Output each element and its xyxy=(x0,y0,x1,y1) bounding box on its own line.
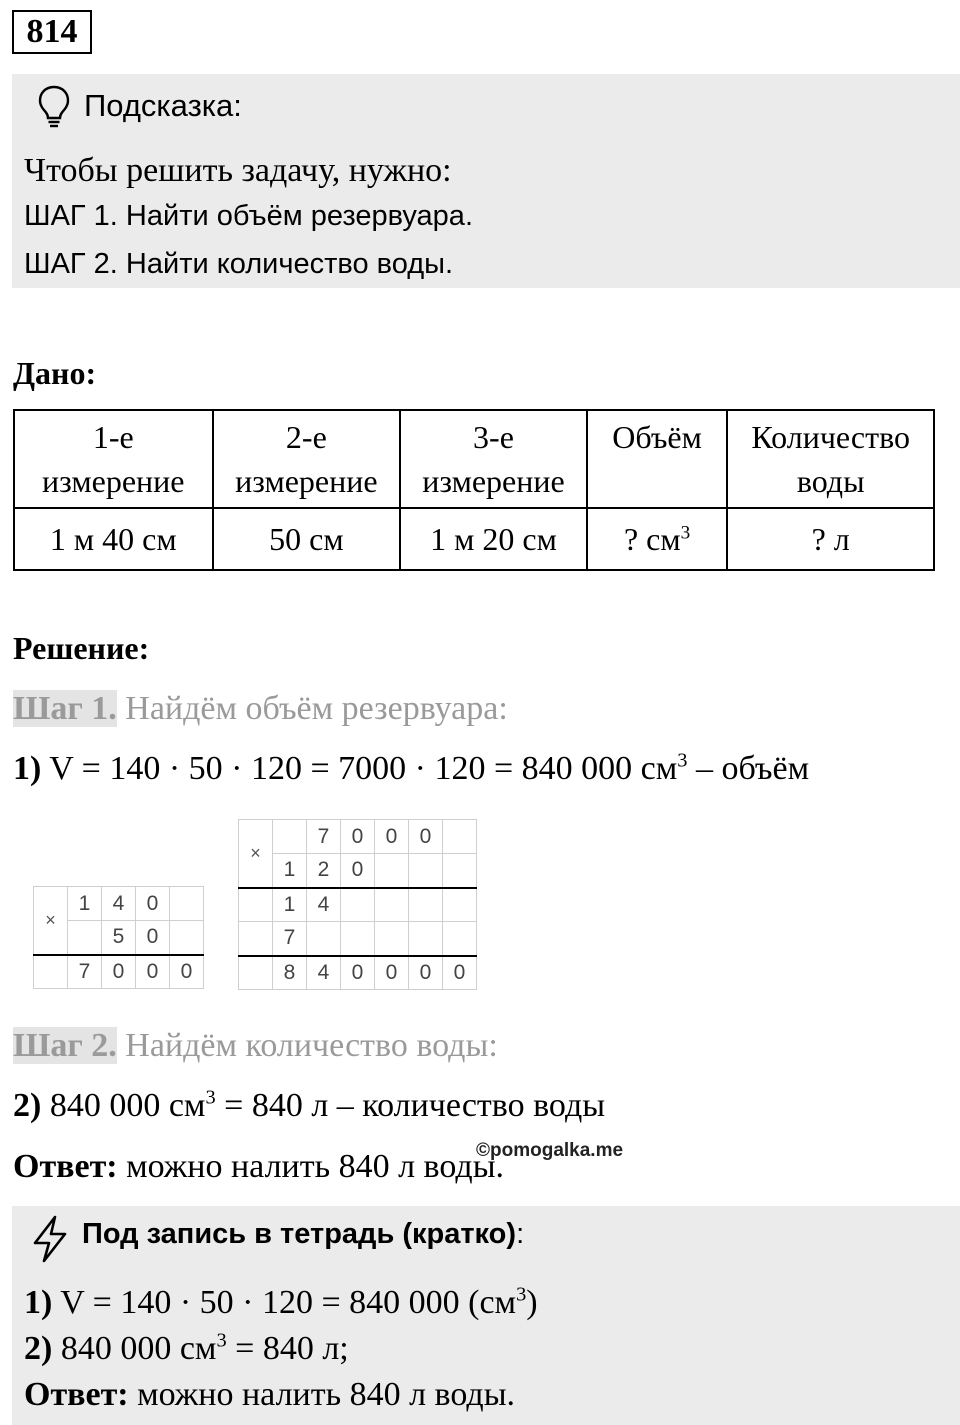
line-2-tail: = 840 л – количество воды xyxy=(215,1087,606,1124)
line-2-number: 2) xyxy=(13,1087,42,1124)
step-1-label: Шаг 1. xyxy=(13,690,117,727)
grid-cell: 2 xyxy=(307,854,341,888)
grid-cell: 5 xyxy=(102,921,136,955)
hint-step-2 xyxy=(24,248,453,281)
multiplication-7000-by-120 xyxy=(238,819,477,990)
answer-text: можно налить 840 л воды. xyxy=(117,1148,505,1185)
hint-panel xyxy=(12,74,960,288)
grid-cell xyxy=(409,854,443,888)
grid-cell: 7 xyxy=(273,922,307,956)
multiplication-140-by-50 xyxy=(33,886,204,989)
grid-cell xyxy=(170,887,204,921)
cell-text: 3-е xyxy=(473,419,514,455)
notebook-text: V = 140 · 50 · 120 = 840 000 (см xyxy=(52,1284,517,1321)
grid-cell xyxy=(34,955,68,989)
grid-cell: 0 xyxy=(136,955,170,989)
grid-cell xyxy=(443,854,477,888)
grid-cell: 0 xyxy=(170,955,204,989)
line-1-exp: 3 xyxy=(677,749,688,772)
step-1-heading xyxy=(13,690,508,728)
grid-cell: 4 xyxy=(307,956,341,990)
notebook-text: Ответ: xyxy=(24,1376,129,1413)
given-label: Дано: xyxy=(13,355,97,391)
grid-cell: 0 xyxy=(409,820,443,854)
value-volume xyxy=(587,508,728,570)
grid-cell xyxy=(409,888,443,922)
notebook-text: можно налить 840 л воды. xyxy=(128,1376,516,1413)
grid-cell xyxy=(307,922,341,956)
grid-cell: 0 xyxy=(409,956,443,990)
answer-line xyxy=(13,1148,504,1186)
grid-cell xyxy=(375,854,409,888)
solution-line-1 xyxy=(13,750,809,788)
value-dimension-3: 1 м 20 см xyxy=(400,508,587,570)
grid-cell: 0 xyxy=(341,854,375,888)
notebook-text: Под запись в тетрадь (кратко) xyxy=(82,1218,517,1250)
grid-cell: 4 xyxy=(307,888,341,922)
value-dimension-2: 50 см xyxy=(213,508,401,570)
notebook-text: 840 000 см xyxy=(52,1330,217,1367)
grid-cell xyxy=(68,921,102,955)
hint-step-1-label: ШАГ 1. xyxy=(24,200,118,232)
line-1-tail: – объём xyxy=(687,750,810,787)
notebook-text: 1) xyxy=(24,1284,53,1321)
header-dimension-2 xyxy=(213,410,401,508)
header-water xyxy=(727,410,934,508)
line-1-number: 1) xyxy=(13,750,42,787)
grid-cell: 0 xyxy=(375,820,409,854)
line-2-exp: 3 xyxy=(205,1086,216,1109)
grid-cell xyxy=(239,922,273,956)
solution-label: Решение: xyxy=(13,630,150,666)
grid-cell xyxy=(170,921,204,955)
grid-cell xyxy=(273,820,307,854)
grid-cell xyxy=(239,956,273,990)
task-number: 814 xyxy=(12,10,92,54)
grid-cell: 1 xyxy=(273,854,307,888)
grid-cell xyxy=(409,922,443,956)
notebook-text: 3 xyxy=(216,1329,227,1352)
notebook-title xyxy=(82,1218,524,1251)
grid-cell: 8 xyxy=(273,956,307,990)
grid-cell: 0 xyxy=(102,955,136,989)
notebook-text: 2) xyxy=(24,1330,53,1367)
hint-intro: Чтобы решить задачу, нужно: xyxy=(24,152,452,189)
header-volume xyxy=(587,410,728,508)
grid-cell xyxy=(341,922,375,956)
step-2-heading xyxy=(13,1027,498,1065)
lightbulb-icon xyxy=(36,84,72,130)
times-sign: × xyxy=(239,820,273,888)
step-2-text: Найдём количество воды: xyxy=(116,1027,498,1064)
notebook-panel xyxy=(12,1206,960,1425)
grid-cell: 0 xyxy=(375,956,409,990)
cell-text: ? см xyxy=(623,521,681,557)
grid-cell: 4 xyxy=(102,887,136,921)
solution-line-2 xyxy=(13,1087,605,1125)
grid-cell: 0 xyxy=(341,956,375,990)
grid-cell xyxy=(443,888,477,922)
lightning-icon xyxy=(28,1214,72,1264)
notebook-text: : xyxy=(516,1218,525,1250)
notebook-line-2 xyxy=(24,1330,349,1368)
times-sign: × xyxy=(34,887,68,955)
header-dimension-3 xyxy=(400,410,587,508)
grid-cell: 7 xyxy=(68,955,102,989)
cell-text: Объём xyxy=(612,419,702,455)
cell-text: измерение xyxy=(42,463,185,499)
grid-cell xyxy=(341,888,375,922)
grid-cell: 0 xyxy=(136,921,170,955)
watermark: ©pomogalka.me xyxy=(476,1140,624,1161)
cell-text: Количество xyxy=(751,419,910,455)
cell-text: 2-е xyxy=(285,419,327,455)
cell-text: 1-е xyxy=(92,419,134,455)
notebook-answer xyxy=(24,1376,515,1414)
value-water: ? л xyxy=(727,508,934,570)
grid-cell: 0 xyxy=(136,887,170,921)
header-dimension-1 xyxy=(14,410,213,508)
given-table xyxy=(13,409,935,571)
cell-text: 3 xyxy=(680,522,691,544)
notebook-line-1 xyxy=(24,1284,538,1322)
grid-cell: 1 xyxy=(273,888,307,922)
hint-step-2-label: ШАГ 2. xyxy=(24,248,118,280)
grid-cell xyxy=(375,888,409,922)
step-1-text: Найдём объём резервуара: xyxy=(116,690,508,727)
answer-label: Ответ: xyxy=(13,1148,118,1185)
notebook-text: = 840 л; xyxy=(226,1330,349,1367)
notebook-text: ) xyxy=(526,1284,538,1321)
grid-cell xyxy=(239,888,273,922)
hint-step-1-text: Найти объём резервуара. xyxy=(117,200,473,232)
step-2-label: Шаг 2. xyxy=(13,1027,117,1064)
cell-text: воды xyxy=(796,463,865,499)
grid-cell: 1 xyxy=(68,887,102,921)
grid-cell: 0 xyxy=(443,956,477,990)
value-dimension-1: 1 м 40 см xyxy=(14,508,213,570)
hint-title: Подсказка: xyxy=(84,88,242,123)
grid-cell: 0 xyxy=(341,820,375,854)
grid-cell xyxy=(375,922,409,956)
grid-cell: 7 xyxy=(307,820,341,854)
grid-cell xyxy=(443,820,477,854)
grid-cell xyxy=(443,922,477,956)
hint-step-1 xyxy=(24,200,473,233)
cell-text: измерение xyxy=(422,463,565,499)
notebook-text: 3 xyxy=(516,1283,527,1306)
cell-text: измерение xyxy=(235,463,378,499)
line-1-text: V = 140 · 50 · 120 = 7000 · 120 = 840 000 см xyxy=(41,750,678,787)
hint-step-2-text: Найти количество воды. xyxy=(117,248,454,280)
line-2-text: 840 000 см xyxy=(41,1087,206,1124)
